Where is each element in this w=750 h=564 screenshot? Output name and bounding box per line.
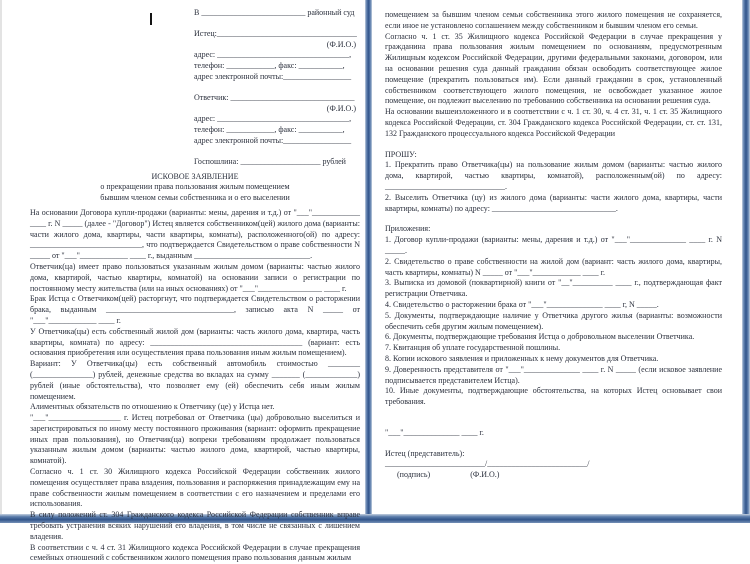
- date-line: "___"______________ ____ г.: [385, 427, 484, 437]
- page-2[interactable]: [385, 10, 722, 514]
- attachment-item: 5. Документы, подтверждающие наличие у Ответчика другого жилья (варианты: возможности обеспечить себя другим жилым помещением).: [385, 310, 722, 331]
- paragraph: Алиментных обязательств по отношению к Ответчику (це) у Истца нет.: [30, 402, 275, 412]
- page-border-right: [742, 0, 750, 523]
- paragraph: "___"__________________ г. Истец потребовал от Ответчика (цы) добровольно выселиться и зарегистрироваться по иному месту постоянного проживания (вариант: оформить прекращение иных прав пользования), но Ответчик(ца) вопреки требованиям продолжает пользоваться указанным жилым домом (варианты: частью жилого дома, квартирой, частью квартиры, комнатой).: [30, 413, 360, 466]
- attachment-item: 4. Свидетельство о расторжении брака от "___"______________ ____ г, N _____.: [385, 299, 659, 309]
- defendant-fio-caption: (Ф.И.О.): [326, 103, 356, 113]
- request-heading: ПРОШУ:: [385, 149, 417, 159]
- signature-caption-sign: (подпись): [397, 470, 431, 480]
- signature-caption-fio: (Ф.И.О.): [470, 470, 500, 480]
- plaintiff-name-line: Истец:___________________________________: [194, 28, 357, 38]
- document-subtitle-2: бывшим членом семьи собственника и о его выселении: [100, 193, 290, 203]
- attachment-item: 10. Иные документы, подтверждающие обстоятельства, на которых Истец основывает свои требования.: [385, 386, 722, 407]
- paragraph: Согласно ч. 1 ст. 35 Жилищного кодекса Российской Федерации в случае прекращения у гражданина права пользования жилым помещением по основаниям, предусмотренным Жилищным кодексом Российской Федерации, другими федеральными законами, договором, или на основании решения суда данный гражданин обязан освободить соответствующее жилое помещение (прекратить пользоваться им). Если данный гражданин в срок, установленный собственником соответствующего жилого помещения, не освобождает указанное жилое помещение, он подлежит выселению по требованию собственника на основании решения суда.: [385, 31, 722, 106]
- defendant-address-line: адрес: _________________________________,: [194, 114, 352, 124]
- attachment-item: 7. Квитанция об уплате государственной пошлины.: [385, 343, 561, 353]
- attachments-heading: Приложения:: [385, 224, 431, 234]
- attachment-item: 1. Договор купли-продажи (варианты: мены, дарения и т.д.) от "___"______________ ____ г. N _____.: [385, 235, 722, 255]
- document-subtitle-1: о прекращении права пользования жилым помещением: [100, 182, 290, 192]
- page-1[interactable]: [30, 8, 360, 563]
- paragraph: Ответчик(ца) имеет право пользоваться указанным жилым домом (варианты: частью жилого дома, квартирой, частью квартиры, комнатой) на основании записи о регистрации по постоянному месту жительства (или на иных основаниях) от "___"________________ ____ г.: [30, 261, 360, 293]
- paragraph: Вариант: У Ответчика(цы) есть собственный автомобиль стоимостью ________ (_______________) рублей, денежные средства во вкладах на сумму _______ (_____________) рублей (иные обстоятельства), что позволяет ему (ей) обеспечить себя иным жилым помещением.: [30, 359, 360, 401]
- plaintiff-email-line: адрес электронной почты:_________________: [194, 71, 352, 81]
- request-item: 2. Выселить Ответчика (цу) из жилого дома (варианты: части жилого дома, квартиры, части квартиры, комнаты) по адресу: _______________________________.: [385, 192, 722, 213]
- attachment-item: 6. Документы, подтверждающие требования Истца о добровольном выселении Ответчика.: [385, 332, 695, 342]
- fee-line: Госпошлина: ____________________ рублей: [194, 156, 346, 166]
- paragraph: помещением за бывшим членом семьи собственника этого жилого помещения не сохраняется, если иное не установлено соглашением между собственником и бывшим членом его семьи.: [385, 10, 722, 30]
- attachment-item: 8. Копии искового заявления и приложенных к нему документов для Ответчика.: [385, 353, 659, 363]
- defendant-name-line: Ответчик: _______________________________: [194, 92, 355, 102]
- page2-body: [385, 10, 722, 140]
- signature-caption: [385, 470, 722, 481]
- attachment-item: 2. Свидетельство о праве собственности на жилой дом (вариант: часть жилого дома, квартиры, часть квартиры, комнаты) N _____ от "___"____________ ____ г.: [385, 256, 722, 277]
- court-line: В __________________________ районный суд: [194, 8, 355, 17]
- request-item: 1. Прекратить право Ответчика(цы) на пользование жилым домом (варианты: частью жилого дома, квартирой, частью квартиры, комнатой), расположенным(ой) по адресу: ______________________________.: [385, 160, 722, 191]
- paragraph: В силу положений ст. 304 Гражданского кодекса Российской Федерации собственник вправе требовать устранения всяких нарушений его владения, в том числе не связанных с лишением владения.: [30, 510, 360, 541]
- signature-line: _________________________/_________________________/: [385, 459, 590, 469]
- defendant-phone-fax-line: телефон: ____________, факс: ___________,: [194, 125, 345, 135]
- defendant-email-line: адрес электронной почты:_________________: [194, 135, 352, 145]
- signer-label: Истец (представитель):: [385, 448, 465, 458]
- plaintiff-fio-caption: (Ф.И.О.): [326, 39, 356, 49]
- document-title-block: [30, 172, 360, 204]
- paragraph: Брак Истца с Ответчиком(цей) расторгнут, что подтверждается Свидетельством о расторжении брака, выданным ________________________________, записью акта N _____ от "___"____________ ____ г.: [30, 294, 360, 325]
- request-list: [385, 160, 722, 214]
- attachment-item: 9. Доверенность представителя от "___"______________ ____ г. N _____ (если исковое заявление подписывается представителем Истца).: [385, 364, 722, 385]
- plaintiff-address-line: адрес: _________________________________,: [194, 50, 352, 60]
- page-divider: [365, 0, 372, 523]
- attachment-item: 3. Выписка из домовой (поквартирной) книги от "__"__________ ____ г., подтверждающая факт регистрации Ответчика.: [385, 278, 722, 299]
- plaintiff-phone-fax-line: телефон: ____________, факс: ___________,: [194, 61, 345, 71]
- paragraph: В соответствии с ч. 4 ст. 31 Жилищного кодекса Российской Федерации в случае прекращения семейных отношений с собственником жилого помещения право пользования данным жилым: [30, 542, 360, 563]
- header-requisites: [194, 8, 360, 168]
- paragraph: У Ответчика(цы) есть собственный жилой дом (варианты: часть жилого дома, квартира, часть квартиры, комната) по адресу: ______________________________________ (вариант: есть основания приобретения или осуществления права пользования иным жилым помещением).: [30, 326, 360, 358]
- left-edge-line: [0, 0, 2, 523]
- document-title: ИСКОВОЕ ЗАЯВЛЕНИЕ: [151, 171, 239, 181]
- paragraph: Согласно ч. 1 ст. 30 Жилищного кодекса Российской Федерации собственник жилого помещения осуществляет права владения, пользования и распоряжения принадлежащим ему на праве собственности жилым помещением в соответствии с его назначением и пределами его использования.: [30, 467, 360, 509]
- paragraph: На основании вышеизложенного и в соответствии с ч. 1 ст. 30, ч. 4 ст. 31, ч. 1 ст. 35 Жилищного кодекса Российской Федерации, ст. 304 Гражданского кодекса Российской Федерации, ст. ст. 131, 132 Гражданского процессуального кодекса Российской Федерации: [385, 107, 722, 138]
- attachments-list: [385, 235, 722, 408]
- page1-body: [30, 208, 360, 564]
- paragraph: На основании Договора купли-продажи (варианты: мены, дарения и т.д.) от "___"____________ ____ г. N _____ (далее - "Договор") Истец является собственником(цей) жилого дома (варианты: части жилого дома, квартиры, части квартиры, комнаты), расположенного(ой) по адресу: ____________________________, что подтверждается Свидетельством о праве собственности N _____ от "___"____________ ____ г., выданным _____________________________.: [30, 207, 360, 261]
